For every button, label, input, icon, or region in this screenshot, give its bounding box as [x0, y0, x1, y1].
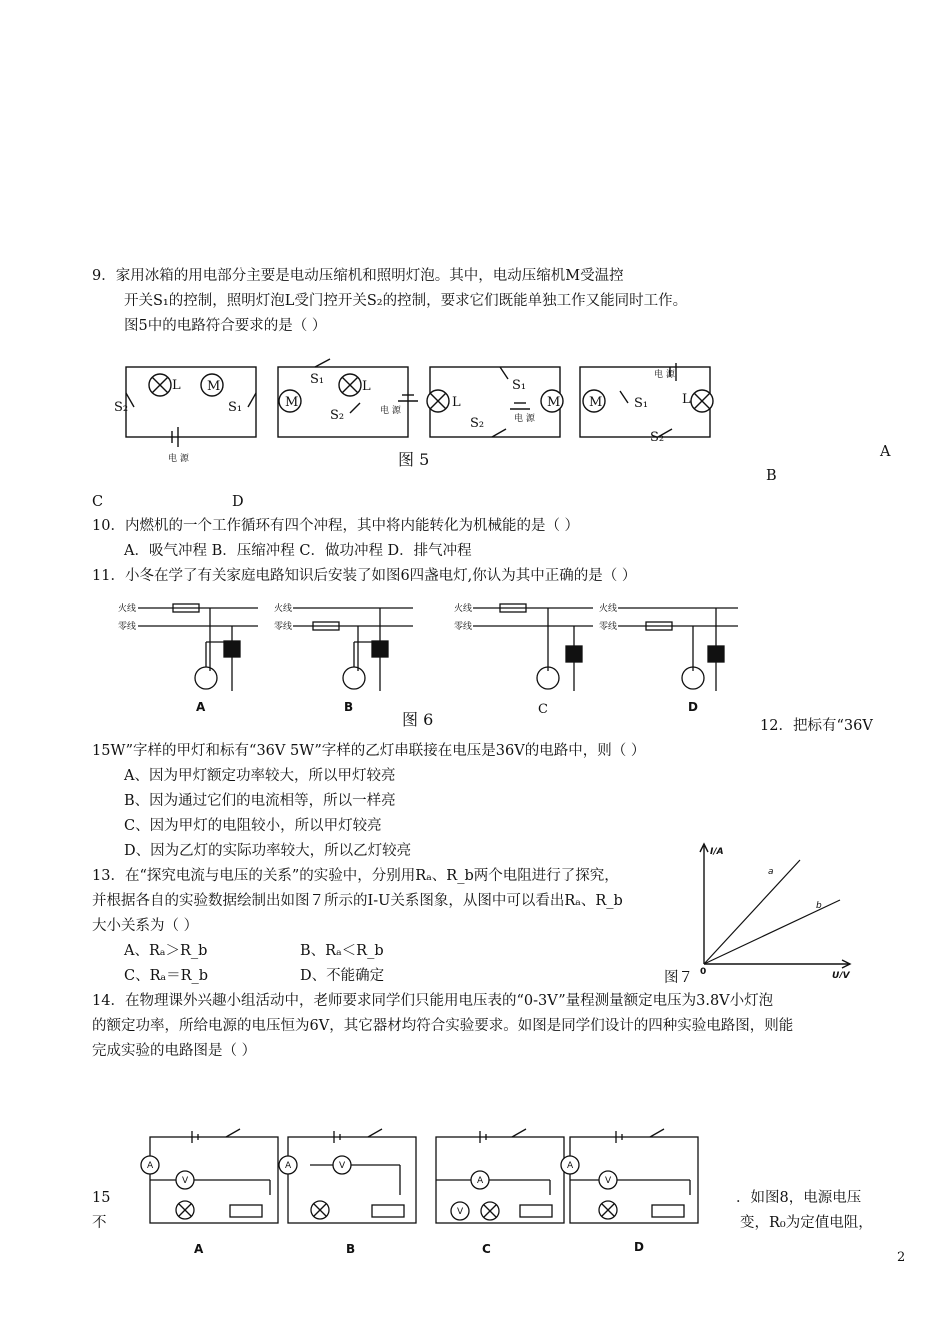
- fig5-d-s2-label: S₂: [650, 430, 665, 445]
- fig5-c-motor-label: M: [547, 395, 561, 410]
- fig6-d-live: 火线: [599, 604, 618, 614]
- fig6-a-neutral: 零线: [118, 622, 137, 632]
- graph-xlabel: U/V: [832, 971, 850, 978]
- fig6-b-live: 火线: [274, 604, 293, 614]
- q15-line2-right: 变，R₀为定值电阻，: [740, 1215, 873, 1231]
- fig5-b-lamp-label: L: [362, 379, 371, 394]
- fig5-c-s1-label: S₁: [512, 378, 527, 393]
- q14-line2: 的额定功率，所给电源的电压恒为6V，其它器材均符合实验要求。如图是同学们设计的四种实验电路图，则能: [92, 1018, 794, 1034]
- figure-8-circuits: [130, 1125, 700, 1265]
- fig6-b-neutral: 零线: [274, 622, 293, 632]
- fig5-a-power-label: 电 源: [168, 454, 189, 464]
- fig5-b-s1-label: S₁: [310, 372, 325, 387]
- fig5-a-lamp-label: L: [172, 378, 181, 393]
- fig8-a-voltmeter: V: [182, 1176, 189, 1186]
- q12-start: 12．把标有“36V: [760, 718, 873, 734]
- fig5-b-s2-label: S₂: [330, 408, 345, 423]
- q15-number: 15: [92, 1190, 111, 1206]
- graph-ylabel: I/A: [710, 847, 724, 857]
- q13-option-c: C、Rₐ＝R_b: [124, 968, 209, 984]
- fig8-b-voltmeter: V: [339, 1161, 346, 1171]
- q13-option-a: A、Rₐ＞R_b: [124, 943, 208, 959]
- fig6-d-neutral: 零线: [599, 622, 618, 632]
- q12-line2: 15W”字样的甲灯和标有“36V 5W”字样的乙灯串联接在电压是36V的电路中，则（ ）: [92, 743, 646, 759]
- graph-line-a: [704, 860, 800, 964]
- q11-stem: 11．小冬在学了有关家庭电路知识后安装了如图6四盏电灯,你认为其中正确的是（ ）: [92, 568, 637, 584]
- q10-stem: 10．内燃机的一个工作循环有四个冲程，其中将内能转化为机械能的是（ ）: [92, 518, 580, 534]
- q15-line2-left: 不: [92, 1215, 107, 1231]
- figure-6-caption: 图 6: [402, 710, 434, 729]
- fig8-label-b: B: [346, 1242, 356, 1256]
- fig5-a-s2-label: S₂: [114, 400, 129, 415]
- fig8-c-ammeter: A: [477, 1176, 484, 1186]
- q10-options: A．吸气冲程 B．压缩冲程 C．做功冲程 D．排气冲程: [124, 543, 472, 559]
- fig8-label-a: A: [194, 1242, 204, 1256]
- figure-6: [118, 596, 758, 731]
- fig8-label-d: D: [634, 1240, 644, 1254]
- fig8-d-ammeter: A: [567, 1161, 574, 1171]
- q12-option-c: C、因为甲灯的电阻较小，所以甲灯较亮: [124, 818, 382, 834]
- fig8-d-voltmeter: V: [605, 1176, 612, 1186]
- fig8-a-ammeter: A: [147, 1161, 154, 1171]
- fig5-d-power-label: 电 源: [654, 370, 675, 380]
- q13-option-b: B、Rₐ＜R_b: [300, 943, 384, 959]
- fig8-label-c: C: [482, 1242, 491, 1256]
- fig5-c-power-label: 电 源: [514, 414, 535, 424]
- q9-line1: 9．家用冰箱的用电部分主要是电动压缩机和照明灯泡。其中，电动压缩机M受温控: [92, 268, 624, 284]
- fig5-d-motor-label: M: [589, 395, 603, 410]
- q14-line3: 完成实验的电路图是（ ）: [92, 1043, 257, 1059]
- q9-line2: 开关S₁的控制，照明灯泡L受门控开关S₂的控制，要求它们既能单独工作又能同时工作。: [124, 293, 688, 309]
- graph-origin: 0: [700, 967, 707, 977]
- graph-label-b: b: [816, 901, 822, 911]
- q14-line1: 14．在物理课外兴趣小组活动中，老师要求同学们只能用电压表的“0-3V”量程测量额定电压为3.8V小灯泡: [92, 993, 774, 1009]
- q13-line3: 大小关系为（ ）: [92, 918, 199, 934]
- fig6-label-d: D: [688, 700, 698, 714]
- figure-7-iu-graph: [690, 838, 860, 978]
- q9-choice-a: A: [880, 444, 891, 460]
- fig6-c-neutral: 零线: [454, 622, 473, 632]
- q13-option-d: D、不能确定: [300, 968, 385, 984]
- q13-line2: 并根据各自的实验数据绘制出如图７所示的I-U关系图象，从图中可以看出Rₐ、R_b: [92, 893, 623, 909]
- q12-option-b: B、因为通过它们的电流相等，所以一样亮: [124, 793, 396, 809]
- fig5-b-power-label: 电 源: [380, 406, 401, 416]
- fig5-c-lamp-label: L: [452, 395, 461, 410]
- fig8-c-voltmeter: V: [457, 1207, 464, 1217]
- q13-line1: 13．在“探究电流与电压的关系”的实验中，分别用Rₐ、R_b两个电阻进行了探究，: [92, 868, 619, 884]
- fig6-c-live: 火线: [454, 604, 473, 614]
- fig5-a-motor-label: M: [207, 379, 221, 394]
- fig8-b-ammeter: A: [285, 1161, 292, 1171]
- fig5-d-s1-label: S₁: [634, 396, 649, 411]
- q12-option-a: A、因为甲灯额定功率较大，所以甲灯较亮: [124, 768, 396, 784]
- fig6-label-b: B: [344, 700, 354, 714]
- graph-label-a: a: [768, 867, 774, 877]
- fig5-d-lamp-label: L: [682, 392, 691, 407]
- figure-7-caption: 图７: [664, 970, 693, 986]
- fig5-b-motor-label: M: [285, 395, 299, 410]
- q9-choice-c: C: [92, 494, 104, 510]
- figure-5-caption: 图 5: [398, 450, 430, 469]
- fig6-label-c: C: [538, 702, 548, 717]
- q9-line3: 图5中的电路符合要求的是（ ）: [124, 318, 327, 334]
- page-number: 2: [897, 1250, 906, 1265]
- q9-choice-b: B: [766, 468, 777, 484]
- fig6-label-a: A: [196, 700, 206, 714]
- fig5-a-s1-label: S₁: [228, 400, 243, 415]
- q15-continuation: ．如图8，电源电压: [736, 1190, 862, 1206]
- q9-choice-d: D: [232, 494, 244, 510]
- fig5-c-s2-label: S₂: [470, 416, 485, 431]
- q12-option-d: D、因为乙灯的实际功率较大，所以乙灯较亮: [124, 843, 412, 859]
- fig6-a-live: 火线: [118, 604, 137, 614]
